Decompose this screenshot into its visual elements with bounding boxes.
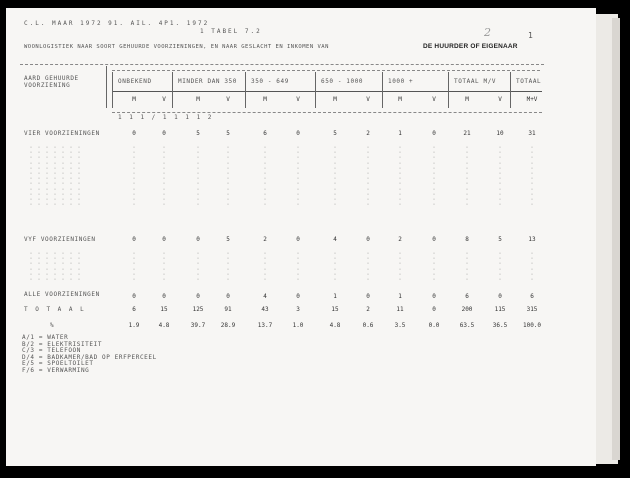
- section-total-row: 1: [398, 130, 402, 137]
- sub-column-header: V: [432, 96, 436, 103]
- subrow-value-column: · · · · · ·: [162, 251, 166, 284]
- totaal-row: 2: [366, 306, 370, 313]
- percent-row: 4.8: [158, 322, 170, 329]
- section-label-vyf: VYF VOORZIENINGEN: [24, 236, 96, 243]
- sub-column-header: M: [398, 96, 402, 103]
- column-group-header: TOTAAL: [516, 78, 542, 85]
- section-total-row: 31: [528, 130, 536, 137]
- sub-column-header: V: [296, 96, 300, 103]
- subrow-value-column: · · · · · · · · · · · ·: [162, 145, 166, 209]
- subrow-value-column: · · · · · ·: [366, 251, 370, 284]
- subrow-value-column: · · · · · ·: [132, 251, 136, 284]
- sub-column-header: V: [366, 96, 370, 103]
- section-total-row: 10: [496, 130, 504, 137]
- subrow-code-column: · · · · · ·: [77, 251, 81, 284]
- section-total-row: 4: [333, 236, 337, 243]
- sub-column-header: M: [132, 96, 136, 103]
- subrow-code-column: · · · · · · · · · · · ·: [53, 145, 57, 209]
- top-rule: [20, 64, 544, 65]
- subrow-value-column: · · · · · ·: [530, 251, 534, 284]
- section-total-row: 0: [498, 293, 502, 300]
- subrow-value-column: · · · · · ·: [226, 251, 230, 284]
- sub-column-header: V: [498, 96, 502, 103]
- page-mark: 1: [528, 31, 534, 40]
- subrow-value-column: · · · · · · · · · · · ·: [398, 145, 402, 209]
- subrow-value-column: · · · · · ·: [196, 251, 200, 284]
- section-total-row: 0: [162, 236, 166, 243]
- totaal-row: 0: [432, 306, 436, 313]
- section-total-row: 0: [432, 236, 436, 243]
- column-group-header: 1000 +: [388, 78, 414, 85]
- section-total-row: 0: [432, 130, 436, 137]
- percent-row: 36.5: [492, 322, 508, 329]
- percent-row: 3.5: [394, 322, 406, 329]
- section-total-row: 5: [498, 236, 502, 243]
- subrow-code-column: · · · · · ·: [29, 251, 33, 284]
- section-total-row: 0: [162, 130, 166, 137]
- totaal-row: 125: [192, 306, 204, 313]
- section-total-row: 5: [333, 130, 337, 137]
- sub-column-header: M: [333, 96, 337, 103]
- section-total-row: 0: [296, 236, 300, 243]
- section-total-row: 2: [398, 236, 402, 243]
- percent-row: 1.0: [292, 322, 304, 329]
- section-total-row: 0: [366, 293, 370, 300]
- subrow-value-column: · · · · · · · · · · · ·: [366, 145, 370, 209]
- legend-item: D/4 = BADKAMER/BAD OP ERFPERCEEL: [22, 353, 157, 361]
- section-total-row: 6: [530, 293, 534, 300]
- section-total-row: 5: [226, 236, 230, 243]
- subrow-value-column: · · · · · ·: [498, 251, 502, 284]
- section-total-row: 1: [398, 293, 402, 300]
- subrow-value-column: · · · · · ·: [398, 251, 402, 284]
- totaal-row: 6: [132, 306, 136, 313]
- percent-label: %: [50, 322, 55, 329]
- subrow-code-column: · · · · · ·: [69, 251, 73, 284]
- page-edge-shadow: [612, 18, 620, 460]
- totaal-row: 3: [296, 306, 300, 313]
- subrow-value-column: · · · · · · · · · · · ·: [263, 145, 267, 209]
- subrow-value-column: · · · · · ·: [263, 251, 267, 284]
- legend-item: A/1 = WATER: [22, 334, 69, 341]
- section-total-row: 0: [432, 293, 436, 300]
- section-total-row: 0: [132, 293, 136, 300]
- percent-row: 0.0: [428, 322, 440, 329]
- subrow-code-column: · · · · · ·: [37, 251, 41, 284]
- column-divider: [112, 72, 113, 108]
- percent-row: 39.7: [190, 322, 206, 329]
- percent-row: 4.8: [329, 322, 341, 329]
- percent-row: 1.9: [128, 322, 140, 329]
- subrow-value-column: · · · · · · · · · · · ·: [296, 145, 300, 209]
- column-group-header: 350 - 649: [251, 78, 289, 85]
- section-total-row: 6: [263, 130, 267, 137]
- totaal-row: 200: [461, 306, 473, 313]
- section-total-row: 13: [528, 236, 536, 243]
- percent-row: 13.7: [257, 322, 273, 329]
- totaal-row: 43: [261, 306, 269, 313]
- sub-column-header: M: [196, 96, 200, 103]
- column-group-header: 650 - 1000: [321, 78, 364, 85]
- subrow-code-column: · · · · · ·: [61, 251, 65, 284]
- section-total-row: 21: [463, 130, 471, 137]
- section-total-row: 5: [226, 130, 230, 137]
- section-total-row: 0: [296, 130, 300, 137]
- index-note: 1 1 1 / 1 1 1 1 2: [118, 114, 214, 121]
- table-description: WOONLOGISTIEK NAAR SOORT GEHUURDE VOORZIENINGEN, EN NAAR GESLACHT EN INKOMEN VAN: [24, 44, 329, 50]
- section-total-row: 4: [263, 293, 267, 300]
- section-total-row: 6: [465, 293, 469, 300]
- percent-row: 100.0: [522, 322, 542, 329]
- totaal-label: T O T A A L: [24, 306, 86, 313]
- totaal-row: 115: [494, 306, 506, 313]
- percent-row: 63.5: [459, 322, 475, 329]
- totaal-row: 91: [224, 306, 232, 313]
- legend-item: F/6 = VERWARMING: [22, 366, 90, 374]
- legend-item: C/3 = TELEFOON: [22, 347, 81, 354]
- sub-column-header: M+V: [526, 96, 538, 103]
- section-total-row: 0: [196, 236, 200, 243]
- subrow-code-column: · · · · · · · · · · · ·: [69, 145, 73, 209]
- section-label-alle: ALLE VOORZIENINGEN: [24, 291, 100, 298]
- section-total-row: 0: [196, 293, 200, 300]
- subrow-value-column: · · · · · · · · · · · ·: [132, 145, 136, 209]
- percent-row: 28.9: [220, 322, 236, 329]
- sub-column-header: V: [226, 96, 230, 103]
- section-total-row: 0: [162, 293, 166, 300]
- column-group-header: ONBEKEND: [118, 78, 152, 85]
- section-total-row: 2: [366, 130, 370, 137]
- sub-column-header: M: [465, 96, 469, 103]
- table-number: 1 TABEL 7.2: [200, 28, 262, 35]
- section-total-row: 0: [132, 236, 136, 243]
- group-mid-rule: [112, 91, 542, 92]
- subrow-value-column: · · · · · · · · · · · ·: [465, 145, 469, 209]
- totaal-row: 315: [526, 306, 538, 313]
- group-top-rule: [112, 70, 540, 71]
- reference-line: C.L. MAAR 1972 91. AIL. 4P1. 1972: [24, 20, 210, 27]
- row-header-line-2: VOORZIENING: [24, 82, 71, 89]
- subrow-code-column: · · · · · · · · · · · ·: [37, 145, 41, 209]
- subrow-value-column: · · · · · · · · · · · ·: [196, 145, 200, 209]
- subrow-code-column: · · · · · ·: [53, 251, 57, 284]
- sub-column-header: M: [263, 96, 267, 103]
- subrow-code-column: · · · · · ·: [45, 251, 49, 284]
- totaal-row: 15: [160, 306, 168, 313]
- section-total-row: 0: [132, 130, 136, 137]
- section-total-row: 8: [465, 236, 469, 243]
- subrow-value-column: · · · · · · · · · · · ·: [530, 145, 534, 209]
- subrow-value-column: · · · · · ·: [333, 251, 337, 284]
- subrow-value-column: · · · · · · · · · · · ·: [226, 145, 230, 209]
- section-total-row: 0: [296, 293, 300, 300]
- column-divider: [315, 72, 316, 108]
- legend-item: B/2 = ELEKTRISITEIT: [22, 340, 103, 348]
- section-total-row: 5: [196, 130, 200, 137]
- section-total-row: 0: [366, 236, 370, 243]
- section-total-row: 2: [263, 236, 267, 243]
- section-label-vier: VIER VOORZIENINGEN: [24, 130, 100, 137]
- subrow-value-column: · · · · · · · · · · · ·: [333, 145, 337, 209]
- section-total-row: 0: [226, 293, 230, 300]
- subrow-code-column: · · · · · · · · · · · ·: [45, 145, 49, 209]
- sub-column-header: V: [162, 96, 166, 103]
- totaal-row: 11: [396, 306, 404, 313]
- totaal-row: 15: [331, 306, 339, 313]
- percent-row: 0.6: [362, 322, 374, 329]
- table-description-bold: DE HUURDER OF EIGENAAR: [423, 43, 518, 50]
- row-header-divider: [106, 66, 107, 108]
- subrow-value-column: · · · · · ·: [465, 251, 469, 284]
- section-total-row: 1: [333, 293, 337, 300]
- row-header-line-1: AARD GEHUURDE: [24, 75, 79, 82]
- subrow-code-column: · · · · · · · · · · · ·: [29, 145, 33, 209]
- subrow-code-column: · · · · · · · · · · · ·: [77, 145, 81, 209]
- subrow-code-column: · · · · · · · · · · · ·: [61, 145, 65, 209]
- handwritten-mark: 2: [484, 26, 492, 39]
- subrow-value-column: · · · · · · · · · · · ·: [432, 145, 436, 209]
- subcol-bottom-rule: [112, 112, 542, 113]
- column-divider: [245, 72, 246, 108]
- column-group-header: TOTAAL M/V: [454, 78, 497, 85]
- subrow-value-column: · · · · · · · · · · · ·: [498, 145, 502, 209]
- legend-item: E/5 = SPOELTOILET: [22, 360, 94, 367]
- subrow-value-column: · · · · · ·: [296, 251, 300, 284]
- subrow-value-column: · · · · · ·: [432, 251, 436, 284]
- column-group-header: MINDER DAN 350: [178, 78, 237, 85]
- legend: [22, 335, 157, 374]
